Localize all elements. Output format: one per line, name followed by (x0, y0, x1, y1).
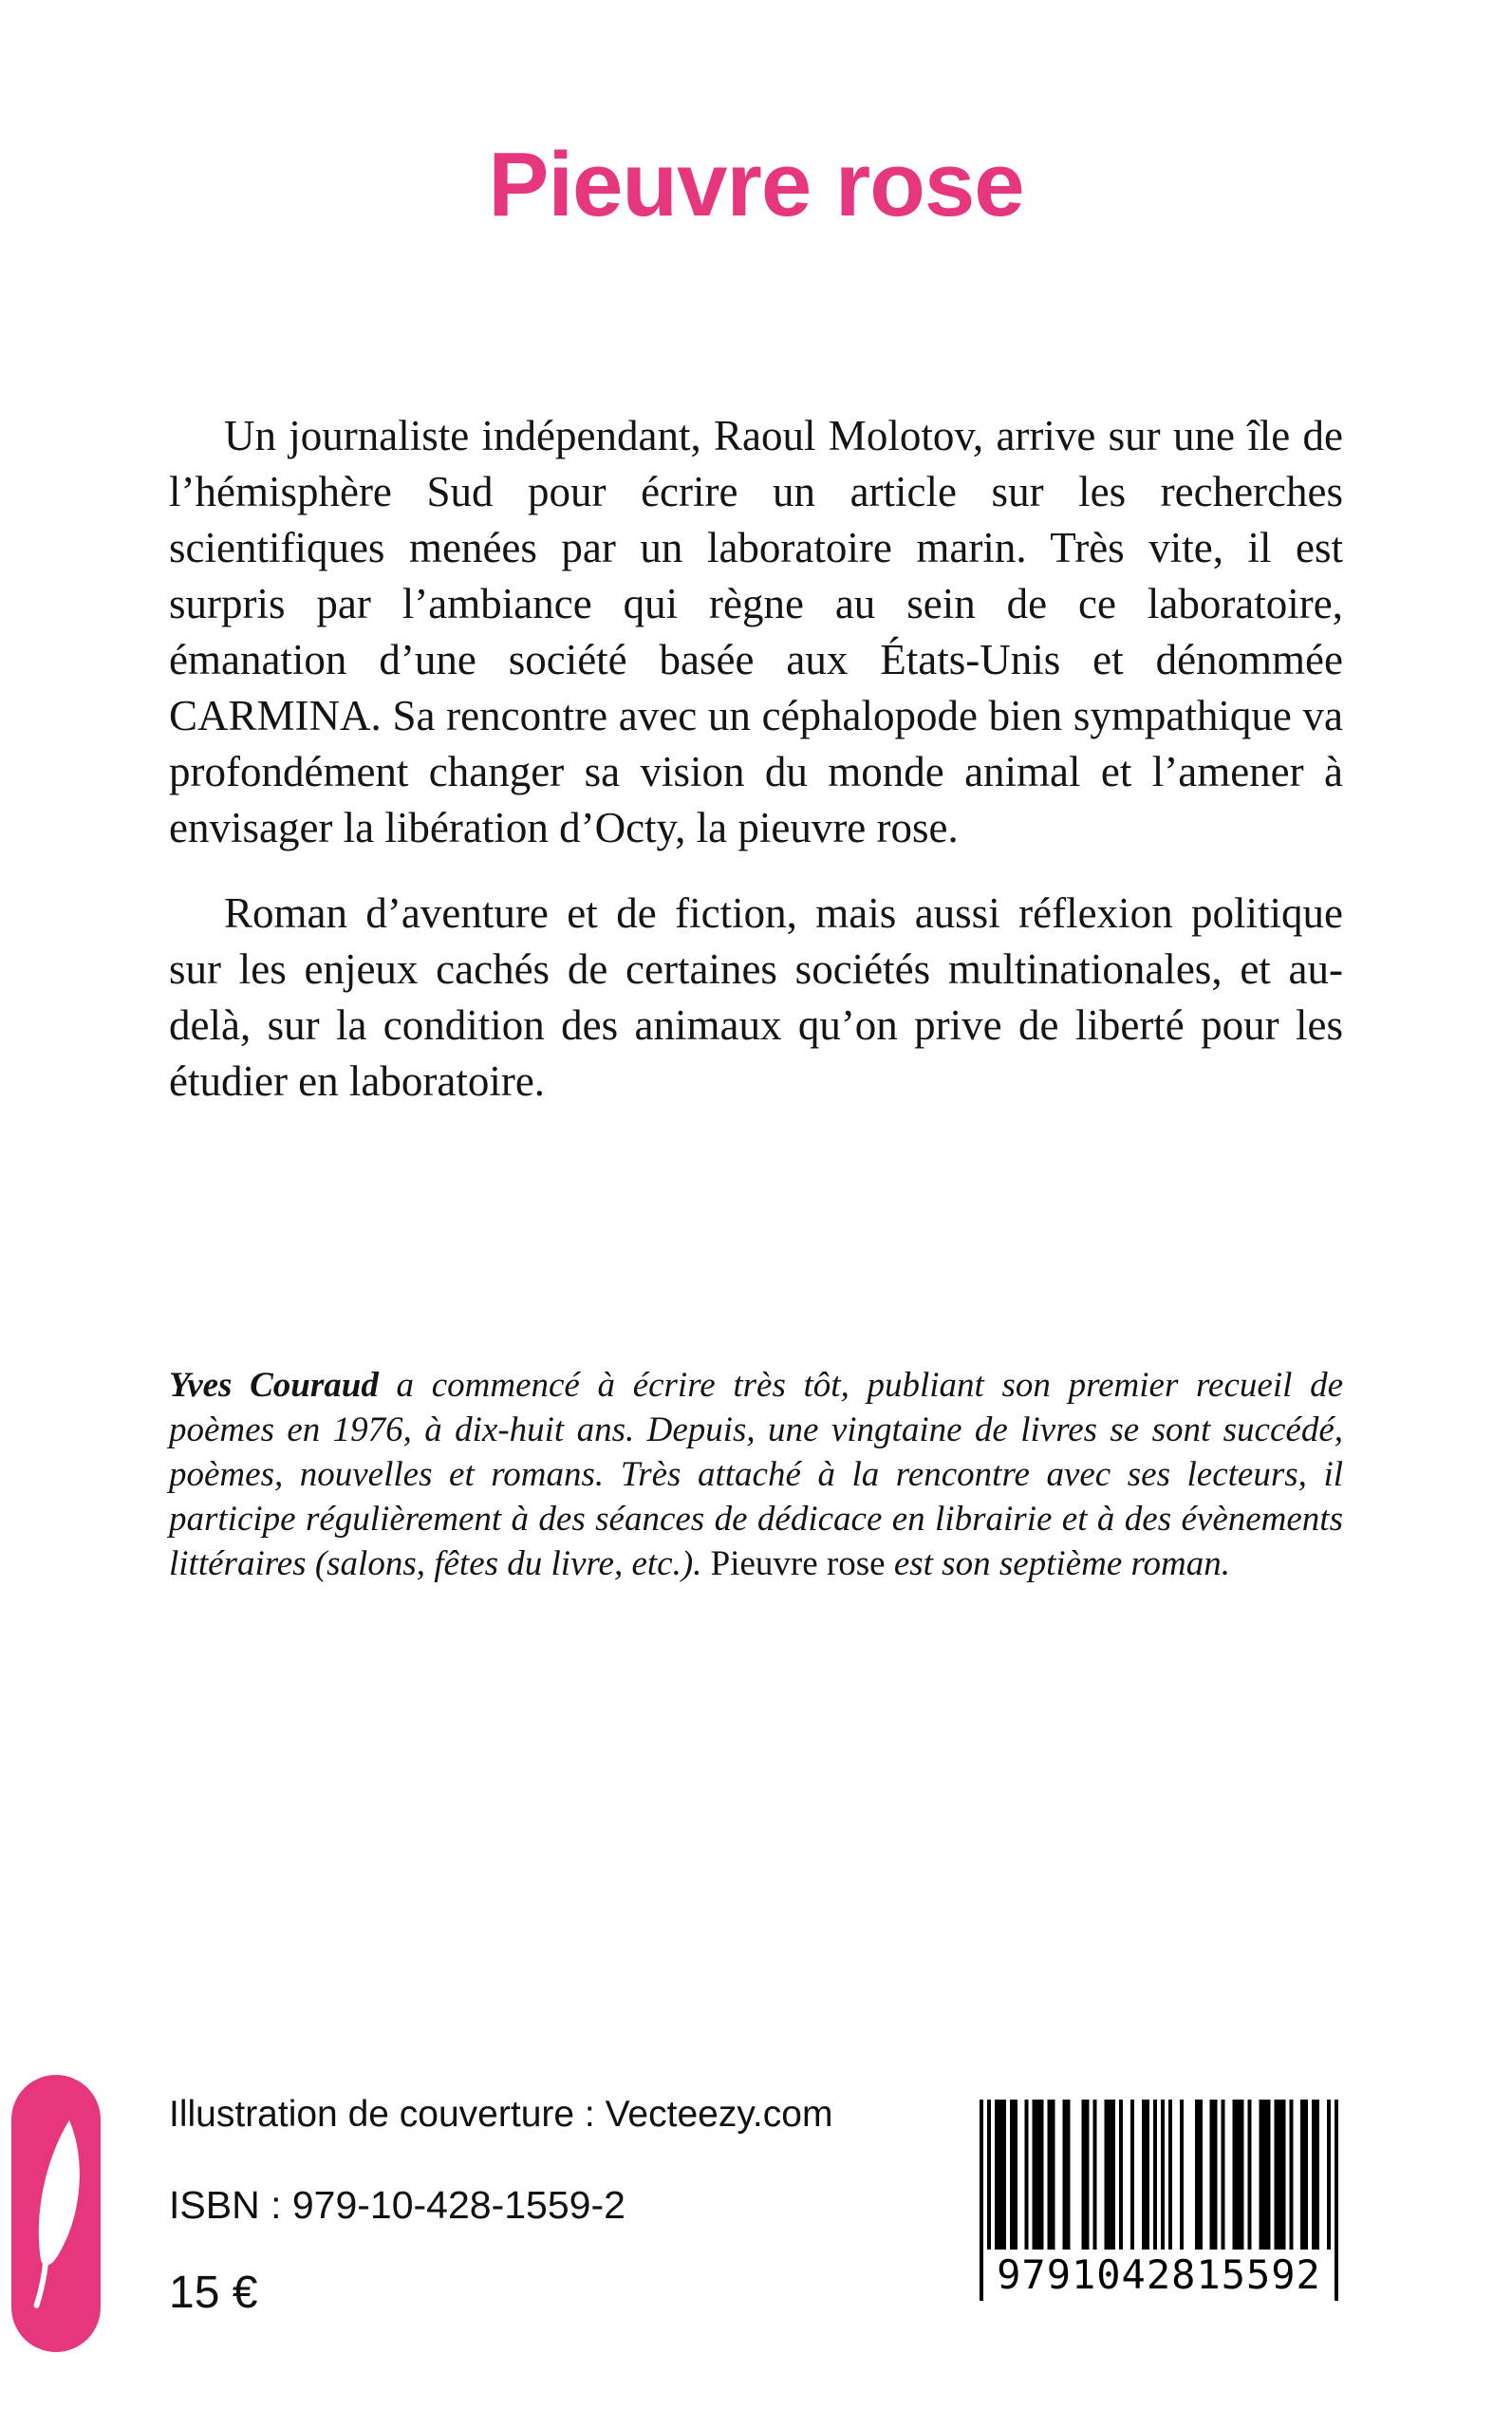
publisher-logo-bar (11, 2075, 101, 2352)
author-name: Yves Couraud (169, 1366, 379, 1405)
synopsis-paragraph-2: Roman d’aventure et de fiction, mais aussi réflexion politique sur les enjeux cachés de certaines sociétés multinationales, et au-delà, sur la condition des animaux qu’on prive de liberté pour les étudier en laboratoire. (169, 889, 1343, 1105)
barcode-number: 9791042815592 (985, 2250, 1333, 2301)
author-bio (169, 1363, 1343, 1586)
author-bio-book-title: Pieuvre rose (710, 1544, 886, 1583)
synopsis (169, 408, 1343, 1110)
book-title: Pieuvre rose (488, 134, 1024, 235)
author-bio-text-2: est son septième roman. (885, 1544, 1231, 1583)
barcode (980, 2100, 1338, 2301)
synopsis-paragraph-1: Un journaliste indépendant, Raoul Molotov, arrive sur une île de l’hémisphère Sud pour écrire un article sur les recherches scientifiques menées par un laboratoire marin. Très vite, il est surpris par l’ambiance qui règne au sein de ce laboratoire, émanation d’une société basée aux États-Unis et dénommée CARMINA. Sa rencontre avec un céphalopode bien sympathique va profondément changer sa vision du monde animal et l’amener à envisager la libération d’Octy, la pieuvre rose. (169, 412, 1343, 851)
isbn-text: ISBN : 979-10-428-1559-2 (169, 2183, 625, 2227)
price-text: 15 € (169, 2268, 258, 2318)
author-bio-text-1: a commencé à écrire très tôt, publiant son premier recueil de poèmes en 1976, à dix-huit ans. Depuis, une vingtaine de livres se sont succédé, poèmes, nouvelles et romans. Très attaché à la rencontre avec ses lecteurs, il participe régulièrement à des séances de dédicace en librairie et à des évènements littéraires (salons, fêtes du livre, etc.). (169, 1366, 1343, 1583)
feather-quill-icon (25, 2100, 87, 2327)
illustration-credit: Illustration de couverture : Vecteezy.com (169, 2094, 833, 2135)
